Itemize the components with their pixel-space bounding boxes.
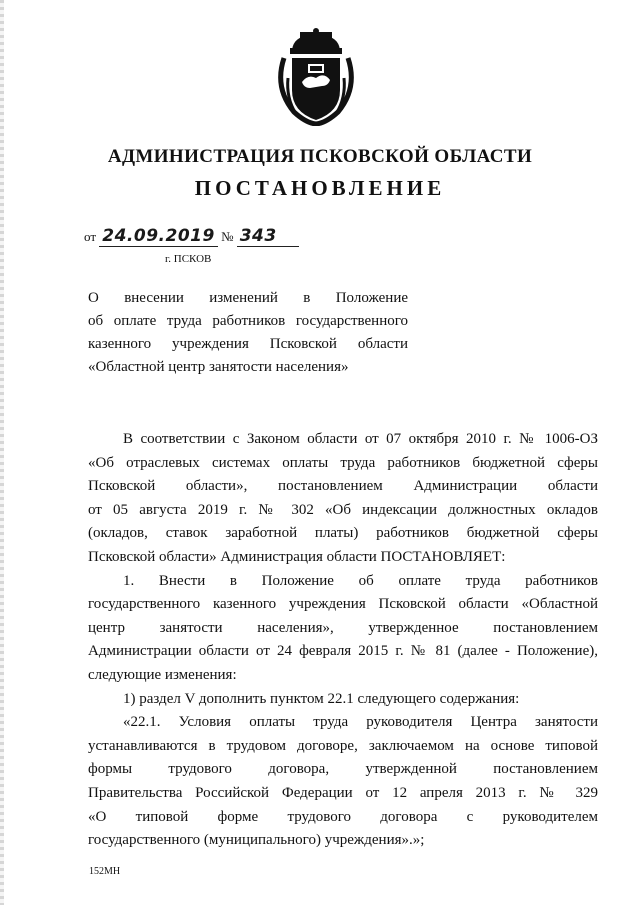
body-line: «22.1. Условия оплаты труда руководителя Центра занятости (123, 714, 598, 731)
organization-title: АДМИНИСТРАЦИЯ ПСКОВСКОЙ ОБЛАСТИ (107, 146, 533, 167)
date-number-line (84, 226, 299, 246)
body-line: государственного казенного учреждения Псковской области «Областной (88, 596, 598, 613)
body-line: Псковской области», постановлением Администрации области (88, 478, 598, 495)
body-line: (окладов, ставок заработной платы) работников бюджетной сферы (88, 525, 598, 542)
number-prefix: № (221, 229, 234, 244)
body-line: центр занятости населения», утвержденное постановлением (88, 619, 598, 636)
subject-line: О внесении изменений в Положение (88, 290, 408, 306)
body-line: следующие изменения: (88, 666, 237, 683)
document-body (88, 428, 598, 853)
pskov-coat-of-arms-icon (272, 28, 360, 126)
city-label: г. ПСКОВ (165, 253, 212, 265)
body-line: 1. Внести в Положение об оплате труда работников (123, 572, 598, 589)
document-subject (88, 287, 408, 379)
date-prefix: от (84, 229, 97, 244)
body-line: от 05 августа 2019 г. № 302 «Об индексации должностных окладов (88, 501, 598, 518)
body-line: государственного (муниципального) учреждения».»; (88, 832, 425, 849)
subject-line: «Областной центр занятости населения» (88, 359, 349, 375)
body-line: «О типовой форме трудового договора с руководителем (88, 808, 598, 825)
subject-line: об оплате труда работников государственного (88, 313, 408, 329)
body-line: Администрации области от 24 февраля 2015 г. № 81 (далее - Положение), (88, 643, 598, 660)
body-line: «Об отраслевых системах оплаты труда работников бюджетной сферы (88, 454, 598, 471)
body-line: устанавливаются в трудовом договоре, заключаемом на основе типовой (88, 737, 598, 754)
body-line: Псковской области» Администрация области ПОСТАНОВЛЯЕТ: (88, 548, 506, 565)
scan-edge (0, 0, 4, 905)
footer-code: 152МН (89, 866, 121, 877)
document-type-heading: ПОСТАНОВЛЕНИЕ (194, 176, 446, 200)
subject-line: казенного учреждения Псковской области (88, 336, 408, 352)
body-line: формы трудового договора, утвержденной постановлением (88, 761, 598, 778)
document-number-handwritten: 343 (237, 226, 299, 247)
body-line: В соответствии с Законом области от 07 октября 2010 г. № 1006-ОЗ (123, 431, 598, 447)
document-date-handwritten: 24.09.2019 (99, 226, 218, 247)
body-line: 1) раздел V дополнить пунктом 22.1 следующего содержания: (123, 690, 520, 707)
body-line: Правительства Российской Федерации от 12 апреля 2013 г. № 329 (88, 784, 598, 801)
